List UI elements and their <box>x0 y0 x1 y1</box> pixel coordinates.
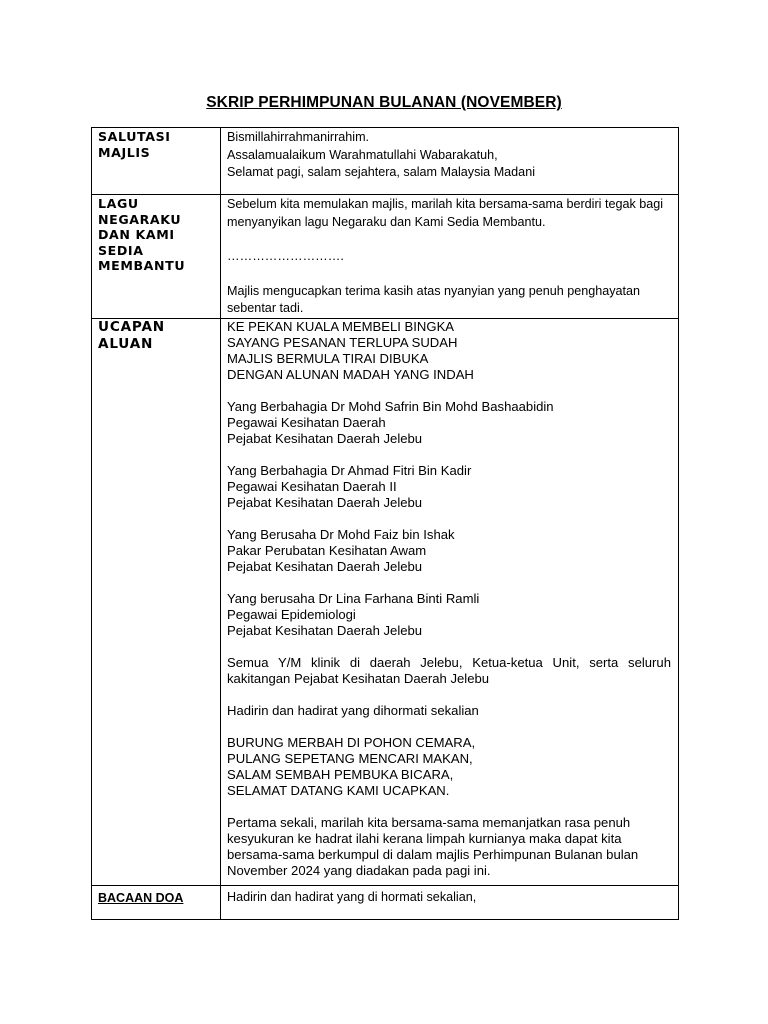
pantun-salam: BURUNG MERBAH DI POHON CEMARA, PULANG SEPETANG MENCARI MAKAN, SALAM SEMBAH PEMBUKA BICARA, SELAMAT DATANG KAMI UCAPKAN. <box>227 734 476 798</box>
row-doa <box>92 885 679 919</box>
vip-salutation: Yang berusaha Dr Lina Farhana Binti Ramli Pegawai Epidemiologi Pejabat Kesihatan Daerah Jelebu <box>227 590 480 638</box>
document-title: SKRIP PERHIMPUNAN BULANAN (NOVEMBER) <box>206 94 562 111</box>
ucapan-text <box>221 319 678 879</box>
row-salutasi <box>92 128 679 195</box>
label-cell-ucapan <box>92 318 221 885</box>
pertama-paragraph: Pertama sekali, marilah kita bersama-sama memanjatkan rasa penuh kesyukuran ke hadrat ilahi kerana limpah kurnianya maka dapat kita bersama-sama berkumpul di dalam majlis Perhimpunan Bulanan bulan November 2024 yang diadakan pada pagi ini. <box>227 814 639 878</box>
script-table <box>91 127 679 920</box>
salutasi-line: Bismillahirrahmanirrahim. <box>227 130 370 144</box>
semua-line-1: Semua Y/M klinik di daerah Jelebu, Ketua-ketua Unit, serta seluruh <box>227 654 671 670</box>
label-doa: BACAAN DOA <box>98 890 184 905</box>
row-lagu <box>92 195 679 319</box>
label-cell-doa <box>92 885 221 919</box>
content-cell-lagu <box>221 195 679 319</box>
vip-salutation: Yang Berusaha Dr Mohd Faiz bin Ishak Pakar Perubatan Kesihatan Awam Pejabat Kesihatan Daerah Jelebu <box>227 526 455 574</box>
semua-line-2: kakitangan Pejabat Kesihatan Daerah Jelebu <box>227 670 490 686</box>
doa-text: Hadirin dan hadirat yang di hormati sekalian, <box>227 889 477 904</box>
lagu-dots: ………………………. <box>227 249 344 263</box>
lagu-text <box>221 195 678 318</box>
salutasi-text <box>221 128 678 182</box>
row-ucapan <box>92 318 679 885</box>
label-ucapan: UCAPAN ALUAN <box>98 318 165 352</box>
label-salutasi: SALUTASI MAJLIS <box>98 129 171 160</box>
vip-salutation: Yang Berbahagia Dr Ahmad Fitri Bin Kadir Pegawai Kesihatan Daerah II Pejabat Kesihatan Daerah Jelebu <box>227 462 472 510</box>
label-cell-salutasi <box>92 128 221 195</box>
lagu-thanks: Majlis mengucapkan terima kasih atas nyanyian yang penuh penghayatan sebentar tadi. <box>227 283 641 315</box>
content-cell-doa <box>221 885 679 919</box>
hadirin-text: Hadirin dan hadirat yang dihormati sekalian <box>227 702 479 718</box>
salutasi-line: Assalamualaikum Warahmatullahi Wabarakatuh, <box>227 147 498 162</box>
vip-salutation: Yang Berbahagia Dr Mohd Safrin Bin Mohd Bashaabidin Pegawai Kesihatan Daerah Pejabat Kesihatan Daerah Jelebu <box>227 398 554 446</box>
label-cell-lagu <box>92 195 221 319</box>
lagu-intro: Sebelum kita memulakan majlis, marilah kita bersama-sama berdiri tegak bagi menyanyikan lagu Negaraku dan Kami Sedia Membantu. <box>227 197 664 229</box>
salutasi-line: Selamat pagi, salam sejahtera, salam Malaysia Madani <box>227 165 535 179</box>
content-cell-salutasi <box>221 128 679 195</box>
pantun-pembuka: KE PEKAN KUALA MEMBELI BINGKA SAYANG PESANAN TERLUPA SUDAH MAJLIS BERMULA TIRAI DIBUKA DENGAN ALUNAN MADAH YANG INDAH <box>227 318 474 382</box>
label-lagu: LAGU NEGARAKU DAN KAMI SEDIA MEMBANTU <box>98 196 186 273</box>
content-cell-ucapan <box>221 318 679 885</box>
